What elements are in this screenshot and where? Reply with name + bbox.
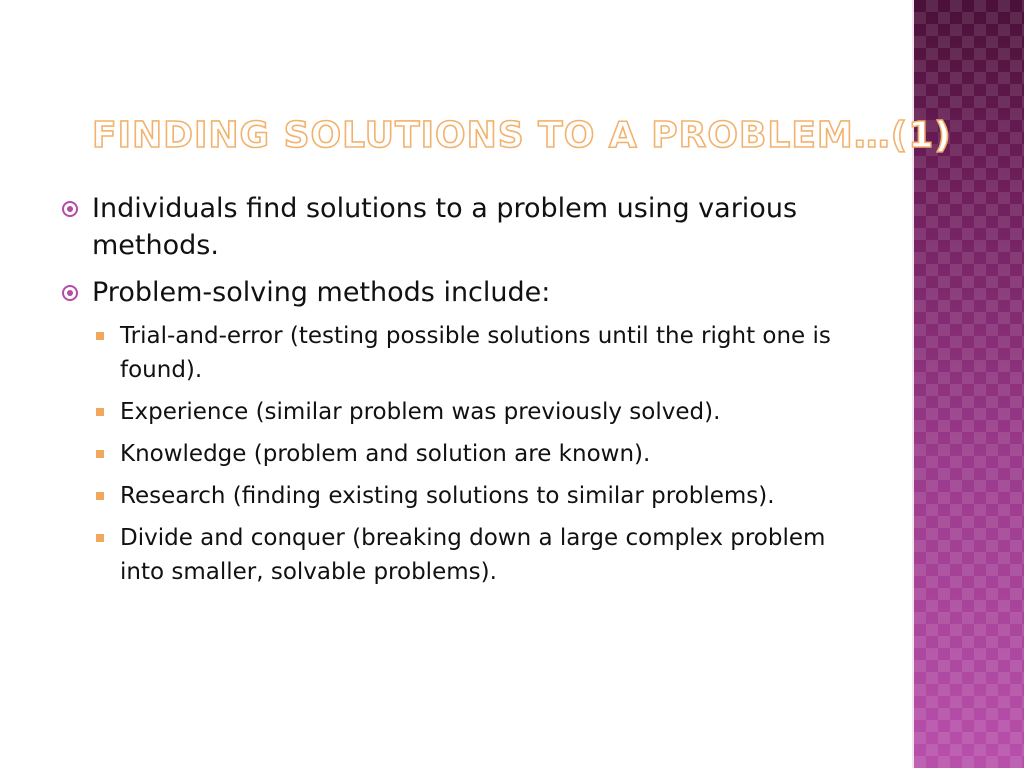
- square-bullet-icon: [96, 408, 104, 416]
- sub-bullet-list: [92, 319, 862, 589]
- sub-bullet-text: Research (finding existing solutions to similar problems).: [120, 483, 775, 509]
- sub-bullet-text: Divide and conquer (breaking down a large complex problem into smaller, solvable problems).: [120, 525, 826, 585]
- square-bullet-icon: [96, 534, 104, 542]
- sub-bullet-text: Experience (similar problem was previously solved).: [120, 399, 721, 425]
- square-bullet-icon: [96, 450, 104, 458]
- square-bullet-icon: [96, 332, 104, 340]
- sub-bullet-text: Knowledge (problem and solution are known).: [120, 441, 651, 467]
- bullet-item: [62, 190, 862, 264]
- circled-dot-bullet-icon: [62, 201, 78, 217]
- circled-dot-bullet-icon: [62, 285, 78, 301]
- bullet-item: [62, 274, 862, 311]
- slide-content: [62, 190, 862, 597]
- sub-bullet-text: Trial-and-error (testing possible solutions until the right one is found).: [120, 323, 831, 383]
- sub-bullet-item: [92, 437, 862, 471]
- bullet-text: Individuals find solutions to a problem using various methods.: [92, 193, 798, 261]
- sub-bullet-item: [92, 319, 862, 387]
- sub-bullet-item: [92, 521, 862, 589]
- slide-title: FINDING SOLUTIONS TO A PROBLEM…(1): [92, 115, 952, 156]
- sub-bullet-item: [92, 479, 862, 513]
- sub-bullet-item: [92, 395, 862, 429]
- bullet-text: Problem-solving methods include:: [92, 277, 551, 308]
- square-bullet-icon: [96, 492, 104, 500]
